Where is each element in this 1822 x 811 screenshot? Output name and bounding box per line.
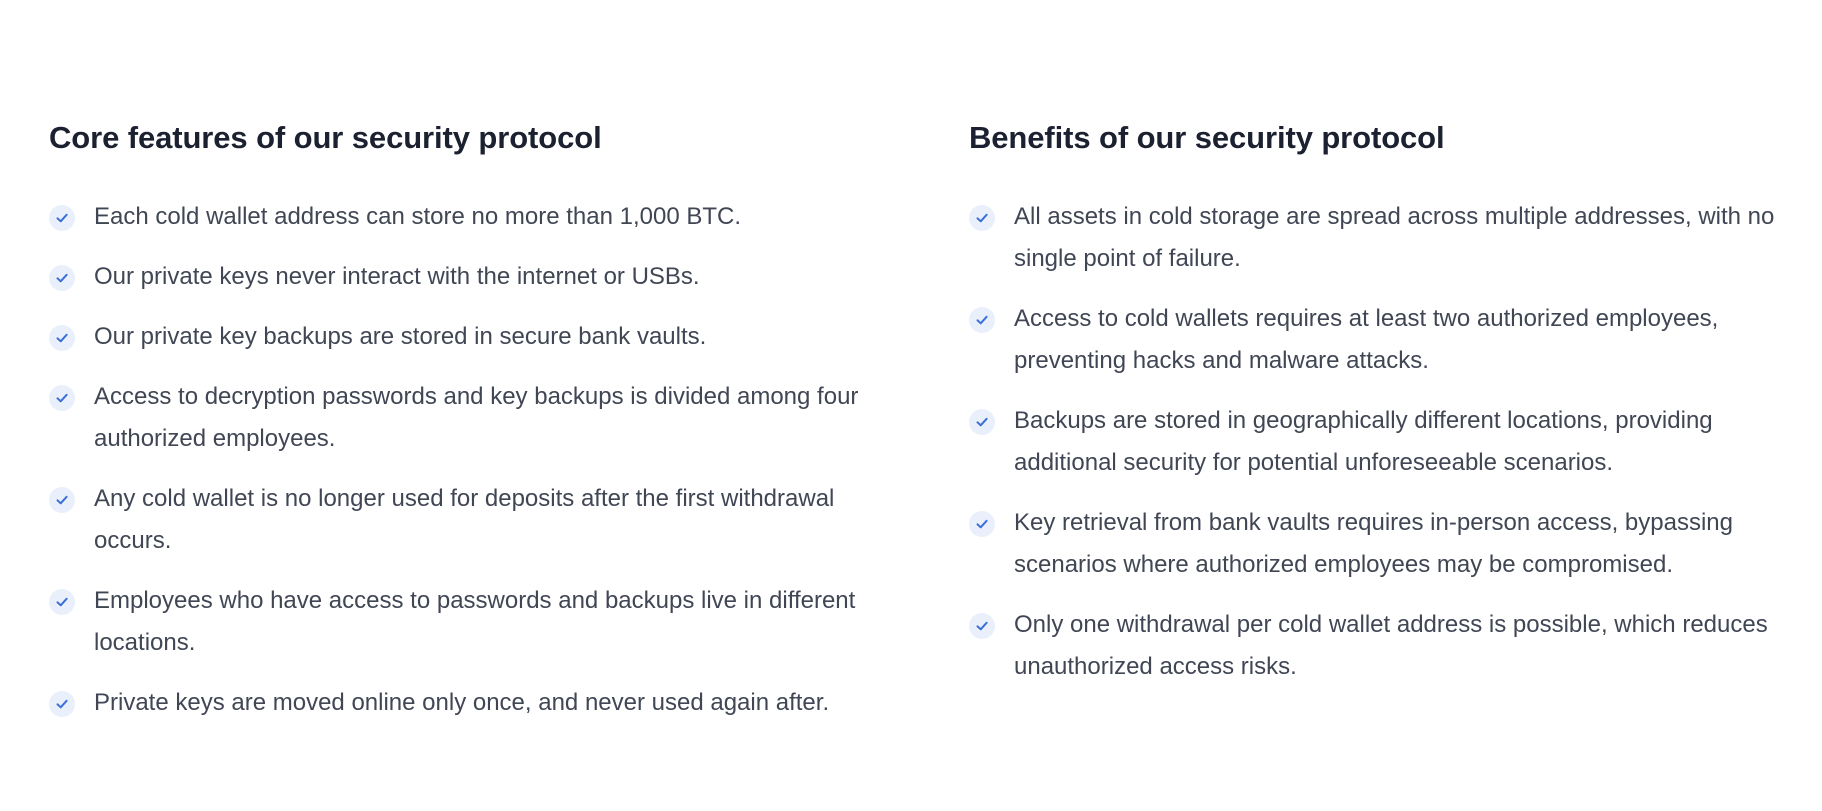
list-item <box>969 604 1789 688</box>
list-item <box>49 376 869 460</box>
check-icon <box>49 265 75 291</box>
core-features-column <box>49 118 869 742</box>
list-item-text: All assets in cold storage are spread across multiple addresses, with no single point of failure. <box>1014 203 1775 272</box>
list-item <box>49 682 869 724</box>
check-icon <box>49 487 75 513</box>
benefits-column <box>969 118 1789 706</box>
check-icon <box>49 385 75 411</box>
list-item-text: Our private keys never interact with the internet or USBs. <box>94 263 700 290</box>
check-icon <box>49 691 75 717</box>
list-item-text: Only one withdrawal per cold wallet address is possible, which reduces unauthorized access risks. <box>1014 611 1768 680</box>
list-item <box>49 478 869 562</box>
list-item-text: Our private key backups are stored in secure bank vaults. <box>94 323 707 350</box>
list-item-text: Each cold wallet address can store no more than 1,000 BTC. <box>94 203 742 230</box>
benefits-heading: Benefits of our security protocol <box>969 120 1445 155</box>
core-features-list <box>49 196 869 724</box>
core-features-heading: Core features of our security protocol <box>49 120 602 155</box>
list-item-text: Private keys are moved online only once, and never used again after. <box>94 689 830 716</box>
check-icon <box>49 589 75 615</box>
list-item-text: Backups are stored in geographically different locations, providing additional security for potential unforeseeable scenarios. <box>1014 407 1713 476</box>
list-item <box>969 196 1789 280</box>
list-item-text: Any cold wallet is no longer used for deposits after the first withdrawal occurs. <box>94 485 835 554</box>
list-item-text: Access to cold wallets requires at least two authorized employees, preventing hacks and malware attacks. <box>1014 305 1719 374</box>
benefits-list <box>969 196 1789 688</box>
check-icon <box>969 613 995 639</box>
list-item <box>969 400 1789 484</box>
check-icon <box>969 307 995 333</box>
list-item <box>969 502 1789 586</box>
list-item <box>49 256 869 298</box>
list-item-text: Access to decryption passwords and key backups is divided among four authorized employees. <box>94 383 859 452</box>
check-icon <box>49 325 75 351</box>
list-item <box>49 196 869 238</box>
list-item <box>49 316 869 358</box>
check-icon <box>969 409 995 435</box>
list-item-text: Employees who have access to passwords and backups live in different locations. <box>94 587 856 656</box>
check-icon <box>969 511 995 537</box>
list-item <box>969 298 1789 382</box>
list-item <box>49 580 869 664</box>
list-item-text: Key retrieval from bank vaults requires in-person access, bypassing scenarios where authorized employees may be compromised. <box>1014 509 1733 578</box>
check-icon <box>49 205 75 231</box>
check-icon <box>969 205 995 231</box>
